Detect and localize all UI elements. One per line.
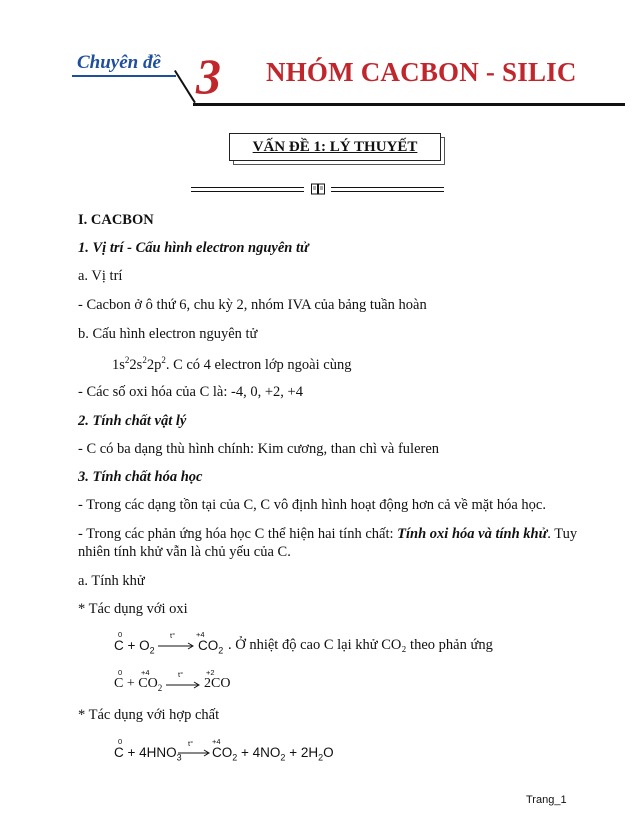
ox-number: +4 bbox=[196, 630, 205, 639]
eq1-right bbox=[198, 638, 223, 656]
eq1-left-text: C + O bbox=[114, 638, 150, 653]
chem-text-1: - Trong các dạng tồn tại của C, C vô định hình hoạt động hơn cả về mặt hóa học. bbox=[78, 497, 546, 513]
section-box bbox=[229, 133, 445, 165]
position-text: - Cacbon ở ô thứ 6, chu kỳ 2, nhóm IVA của bảng tuần hoàn bbox=[78, 297, 427, 313]
chem-text-2-bold: Tính oxi hóa và tính khử bbox=[397, 526, 548, 542]
chem-text-2-post: . Tuy bbox=[547, 526, 578, 542]
eq1-right-o: O bbox=[207, 638, 219, 653]
eq1-left bbox=[114, 638, 155, 656]
eq3-sub: 2 bbox=[280, 752, 286, 763]
ox-number: +2 bbox=[206, 668, 215, 677]
eq2-sub: 2 bbox=[157, 682, 163, 693]
eq2-left bbox=[114, 676, 162, 693]
item-a-position: a. Vị trí bbox=[78, 268, 123, 284]
chem-text-2-pre: - Trong các phản ứng hóa học C thể hiện hai tính chất: bbox=[78, 526, 398, 542]
header-slant-line bbox=[174, 70, 196, 103]
topic-number: 3 bbox=[196, 48, 221, 104]
topic-underline bbox=[72, 75, 176, 77]
config-part: 2s bbox=[129, 356, 143, 373]
book-icon bbox=[311, 183, 325, 195]
condition-label: t° bbox=[188, 739, 194, 748]
eq3-right bbox=[212, 745, 334, 763]
config-exp: 2 bbox=[124, 355, 130, 365]
config-rest: . C có 4 electron lớp ngoài cùng bbox=[165, 356, 352, 373]
ox-number: 0 bbox=[118, 737, 123, 746]
condition-label: t° bbox=[178, 670, 184, 679]
oxidation-states: - Các số oxi hóa của C là: -4, 0, +2, +4 bbox=[78, 384, 303, 400]
item-a-reducing: a. Tính khử bbox=[78, 573, 145, 589]
divider-left bbox=[191, 187, 304, 192]
section-heading: I. CACBON bbox=[78, 212, 154, 228]
chem-text-2 bbox=[78, 526, 578, 543]
subsection-heading-3: 3. Tính chất hóa học bbox=[78, 469, 203, 485]
eq1-sub: 2 bbox=[149, 645, 155, 656]
item-b-config: b. Cấu hình electron nguyên tử bbox=[78, 326, 258, 342]
page-title: NHÓM CACBON - SILIC bbox=[266, 57, 577, 87]
eq3-r2: + 4NO bbox=[237, 745, 281, 760]
divider-right bbox=[331, 187, 444, 192]
eq3-sub: 2 bbox=[318, 752, 324, 763]
eq2-right: 2CO bbox=[204, 676, 231, 691]
eq3-sub: 3 bbox=[176, 752, 182, 763]
eq1-tail: . Ở nhiệt độ cao C lại khử CO₂ theo phản ứng bbox=[228, 637, 493, 653]
ox-number: +4 bbox=[141, 668, 150, 677]
ox-number: 0 bbox=[118, 630, 123, 639]
condition-label: t° bbox=[170, 631, 176, 640]
allotropes-text: - C có ba dạng thù hình chính: Kim cương, than chì và fuleren bbox=[78, 441, 440, 457]
ox-number: 0 bbox=[118, 668, 123, 677]
eq3-left-text: C + 4HNO bbox=[114, 745, 177, 760]
eq3-sub: 2 bbox=[232, 752, 238, 763]
compound-reaction-heading: * Tác dụng với hợp chất bbox=[78, 707, 220, 723]
arrow-icon bbox=[178, 748, 212, 758]
eq1-right-c: C bbox=[198, 638, 208, 653]
chem-text-3: nhiên tính khử vẫn là chủ yếu của C. bbox=[78, 544, 291, 560]
box-heading bbox=[229, 133, 441, 161]
eq3-r4: O bbox=[323, 745, 334, 760]
eq2-mid: O bbox=[147, 676, 158, 691]
subsection-heading-1: 1. Vị trí - Cấu hình electron nguyên tử bbox=[78, 240, 309, 256]
config-part: 1s bbox=[112, 356, 125, 373]
config-part: 2p bbox=[146, 356, 162, 373]
topic-label: Chuyên đề bbox=[77, 52, 161, 73]
eq2-left-text: C + C bbox=[114, 676, 148, 691]
oxygen-reaction-heading: * Tác dụng với oxi bbox=[78, 601, 188, 617]
eq3-r3: + 2H bbox=[285, 745, 319, 760]
subsection-heading-2: 2. Tính chất vật lý bbox=[78, 413, 187, 429]
config-exp: 2 bbox=[142, 355, 147, 365]
page-number: Trang_1 bbox=[526, 794, 567, 806]
config-exp: 2 bbox=[161, 355, 166, 365]
eq1-right-sub: 2 bbox=[218, 645, 224, 656]
arrow-icon bbox=[166, 680, 202, 690]
eq3-r1: CO bbox=[212, 745, 233, 760]
arrow-icon bbox=[158, 641, 196, 651]
electron-config bbox=[112, 355, 351, 374]
ox-number: +4 bbox=[212, 737, 221, 746]
header-rule bbox=[193, 103, 625, 106]
eq3-left bbox=[114, 745, 182, 763]
box-heading-text: VẤN ĐỀ 1: LÝ THUYẾT bbox=[252, 139, 418, 155]
